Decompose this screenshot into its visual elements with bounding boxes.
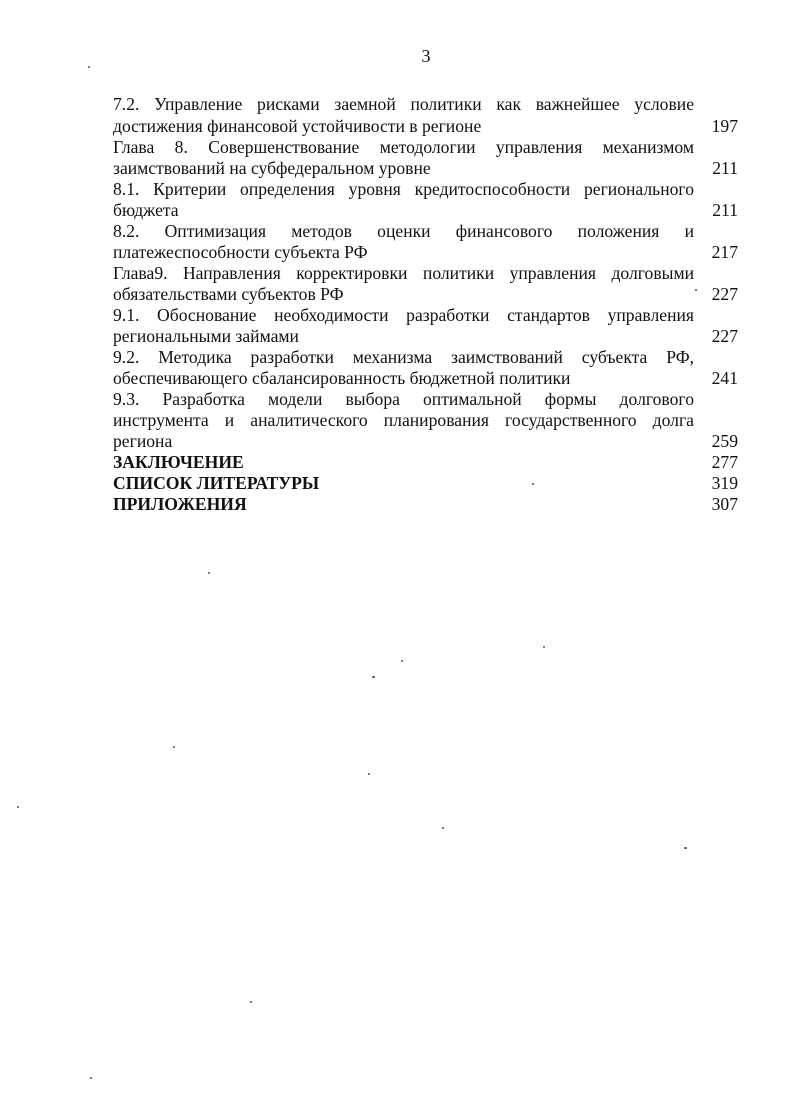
toc-heading-bibliography: СПИСОК ЛИТЕРАТУРЫ [113, 473, 320, 493]
toc-heading-appendices: ПРИЛОЖЕНИЯ [113, 494, 247, 514]
toc-entry-9-3-line-3: региона [113, 431, 173, 451]
toc-entry-chapter-8-page: 211 [712, 158, 738, 178]
toc-entry-9-1-line-2: региональными займами [113, 326, 299, 346]
toc-heading-conclusion-page: 277 [711, 452, 738, 472]
toc-heading-bibliography-page: 319 [711, 473, 738, 493]
scan-speck [17, 806, 19, 808]
toc-entry-chapter-9-line-2: обязательствами субъектов РФ [113, 284, 344, 304]
toc-entry-8-2-page: 217 [711, 242, 738, 262]
toc-entry-9-2-line-1: 9.2. Методика разработки механизма заимствований субъекта РФ, [113, 347, 694, 367]
toc-entry-chapter-9-line-1: Глава9. Направления корректировки политики управления долговыми [113, 263, 694, 283]
scan-speck [684, 847, 687, 849]
toc-entry-9-3-page: 259 [711, 431, 738, 451]
toc-entry-9-3-line-2: инструмента и аналитического планирования государственного долга [113, 410, 694, 430]
toc-entry-8-2-line-2: платежеспособности субъекта РФ [113, 242, 368, 262]
toc-entry-9-2-line-2: обеспечивающего сбалансированность бюджетной политики [113, 368, 571, 388]
toc-entry-chapter-8-line-1: Глава 8. Совершенствование методологии управления механизмом [113, 137, 694, 157]
scan-speck [401, 660, 403, 662]
scan-speck [88, 66, 90, 68]
toc-heading-conclusion: ЗАКЛЮЧЕНИЕ [113, 452, 244, 472]
page-number: 3 [421, 46, 431, 66]
toc-entry-9-2-page: 241 [711, 368, 738, 388]
toc-entry-7-2-line-1: 7.2. Управление рисками заемной политики как важнейшее условие [113, 94, 694, 114]
scan-speck [543, 646, 545, 648]
toc-entry-chapter-8-line-2: заимствований на субфедеральном уровне [113, 158, 431, 178]
toc-entry-9-1-page: 227 [711, 326, 738, 346]
toc-entry-9-1-line-1: 9.1. Обоснование необходимости разработки стандартов управления [113, 305, 694, 325]
toc-entry-8-1-line-2: бюджета [113, 200, 179, 220]
scan-speck [532, 483, 534, 485]
toc-entry-9-3-line-1: 9.3. Разработка модели выбора оптимальной формы долгового [113, 389, 694, 409]
toc-heading-appendices-page: 307 [711, 494, 738, 514]
scan-speck [442, 827, 444, 829]
toc-entry-8-2-line-1: 8.2. Оптимизация методов оценки финансового положения и [113, 221, 694, 241]
scan-speck [695, 289, 697, 291]
scan-speck [250, 1001, 252, 1003]
toc-entry-chapter-9-page: 227 [711, 284, 738, 304]
scan-speck [372, 676, 375, 678]
scan-speck [90, 1077, 92, 1079]
toc-entry-8-1-page: 211 [712, 200, 738, 220]
toc-entry-7-2-line-2: достижения финансовой устойчивости в регионе [113, 116, 482, 136]
scan-speck [368, 773, 370, 775]
scan-speck [173, 746, 175, 748]
scan-speck [208, 572, 210, 574]
toc-entry-8-1-line-1: 8.1. Критерии определения уровня кредитоспособности регионального [113, 179, 694, 199]
toc-entry-7-2-page: 197 [711, 116, 738, 136]
